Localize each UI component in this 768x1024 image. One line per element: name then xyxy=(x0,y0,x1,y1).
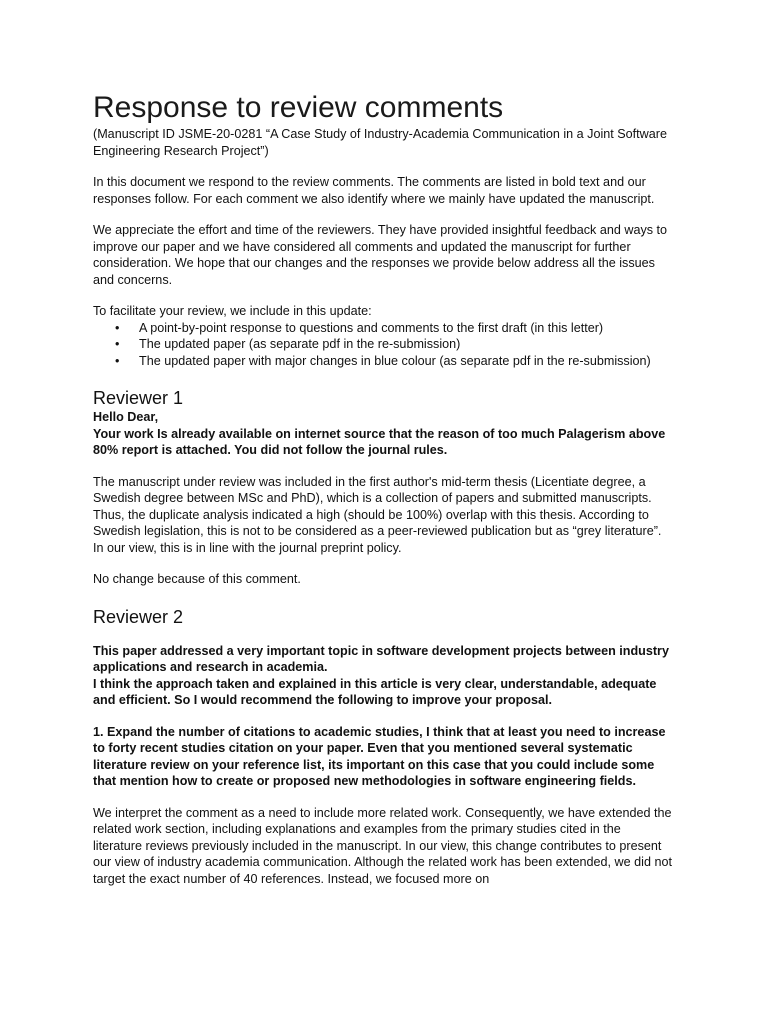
reviewer-2-response: We interpret the comment as a need to include more related work. Consequently, we have extended the related work section, including explanations and examples from the primary studies cited in the literature reviews previously included in the manuscript. In our view, this change contributes to present our view of industry academia communication. Although the related work has been extended, we did not target the exact number of 40 references. Instead, we focused more on xyxy=(93,805,672,886)
reviewer-2-comment-intro: This paper addressed a very important topic in software development projects between industry applications and research in academia. xyxy=(93,643,669,674)
list-item-text: The updated paper (as separate pdf in the re-submission) xyxy=(139,337,461,351)
reviewer-1-greeting: Hello Dear, xyxy=(93,410,159,424)
intro-paragraph-2: We appreciate the effort and time of the reviewers. They have provided insightful feedback and ways to improve our paper and we have considered all comments and updated the manuscript for further consideration. We hope that our changes and the responses we provide below address all the issues and concerns. xyxy=(93,223,668,287)
document-page xyxy=(93,90,673,887)
reviewer-2-comment-1: 1. Expand the number of citations to academic studies, I think that at least you need to increase to forty recent studies citation on your paper. Even that you mentioned several systematic literature review on your reference list, its important on this case that you could include some that mention how to create or proposed new methodologies in software engineering fields. xyxy=(93,724,666,788)
document-title: Response to review comments xyxy=(93,91,504,124)
list-item xyxy=(115,320,673,337)
list-item xyxy=(115,336,673,353)
intro-paragraph-1: In this document we respond to the review comments. The comments are listed in bold text and our responses follow. For each comment we also identify where we mainly have updated the manuscript. xyxy=(93,175,655,206)
reviewer-1-response: The manuscript under review was included in the first author's mid-term thesis (Licentiate degree, a Swedish degree between MSc and PhD), which is a collection of papers and submitted manuscripts. Thus, the duplicate analysis indicated a high (should be 100%) overlap with this thesis. According to Swedish legislation, this is not to be considered as a peer-reviewed publication but as “grey literature”. In our view, this is in line with the journal preprint policy. xyxy=(93,474,662,555)
manuscript-subtitle: (Manuscript ID JSME-20-0281 “A Case Study of Industry-Academia Communication in a Joint Software Engineering Research Project”) xyxy=(93,127,667,158)
reviewer-1-comment: Your work Is already available on internet source that the reason of too much Palagerism above 80% report is attached. You did not follow the journal rules. xyxy=(93,426,666,457)
reviewer-2-heading: Reviewer 2 xyxy=(93,606,184,627)
reviewer-1-heading: Reviewer 1 xyxy=(93,388,184,408)
bullet-icon: • xyxy=(115,353,120,368)
intro-paragraph-3: To facilitate your review, we include in this update: xyxy=(93,304,372,318)
list-item xyxy=(115,353,673,370)
update-list xyxy=(93,320,673,370)
list-item-text: A point-by-point response to questions and comments to the first draft (in this letter) xyxy=(139,320,604,335)
bullet-icon: • xyxy=(115,337,120,351)
bullet-icon: • xyxy=(115,320,120,335)
list-item-text: The updated paper with major changes in blue colour (as separate pdf in the re-submission) xyxy=(139,353,651,368)
reviewer-1-change: No change because of this comment. xyxy=(93,572,301,586)
reviewer-2-comment-assessment: I think the approach taken and explained in this article is very clear, understandable, adequate and efficient. So I would recommend the following to improve your proposal. xyxy=(93,676,657,707)
